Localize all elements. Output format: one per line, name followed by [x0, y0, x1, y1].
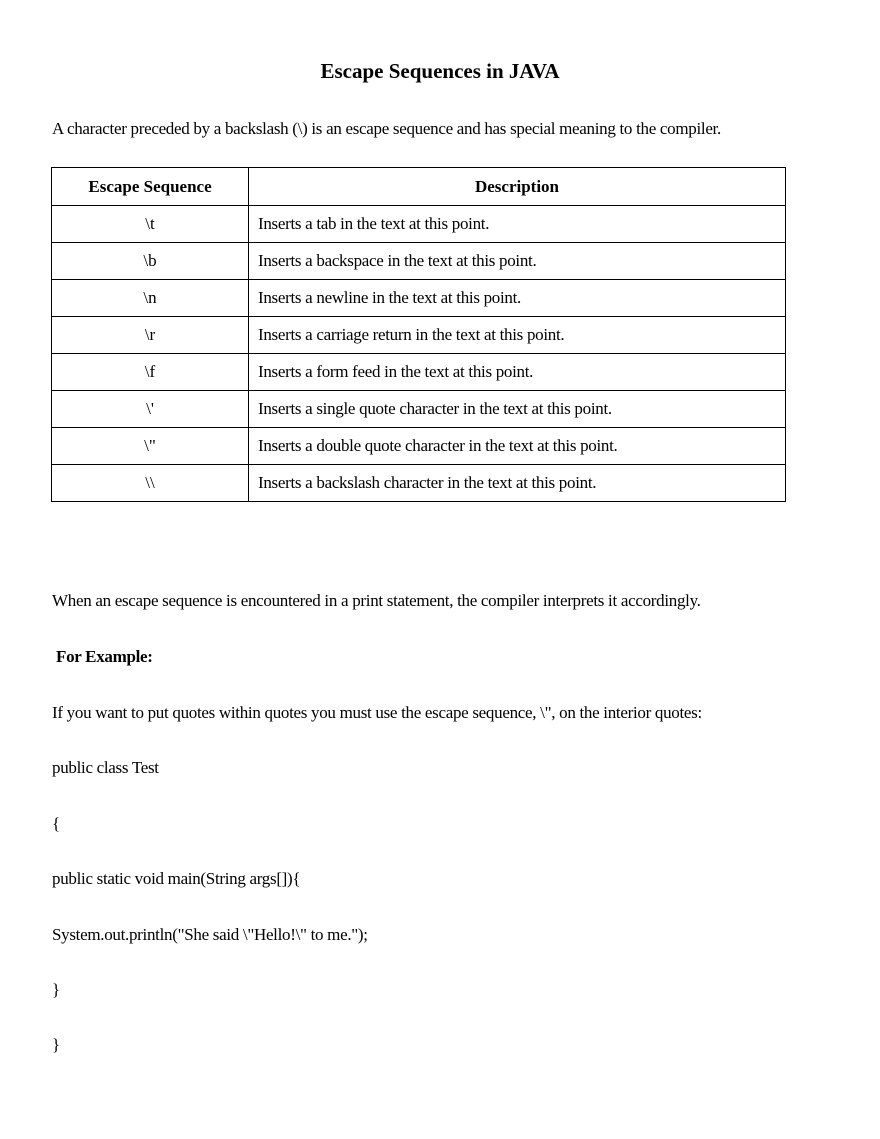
code-line: public class Test: [52, 758, 159, 777]
intro-paragraph: A character preceded by a backslash (\) is an escape sequence and has special meaning to the compiler.: [52, 119, 721, 138]
escape-sequence-cell: \f: [52, 354, 249, 391]
table-header-row: [52, 168, 786, 206]
escape-sequence-cell: \n: [52, 280, 249, 317]
table-row: [52, 354, 786, 391]
description-cell: Inserts a double quote character in the text at this point.: [249, 428, 786, 465]
description-cell: Inserts a single quote character in the text at this point.: [249, 391, 786, 428]
table-row: [52, 391, 786, 428]
description-cell: Inserts a form feed in the text at this point.: [249, 354, 786, 391]
code-line: public static void main(String args[]){: [52, 869, 301, 888]
description-cell: Inserts a newline in the text at this point.: [249, 280, 786, 317]
code-line: }: [52, 1035, 60, 1054]
description-cell: Inserts a tab in the text at this point.: [249, 206, 786, 243]
escape-sequence-cell: \t: [52, 206, 249, 243]
table-row: [52, 243, 786, 280]
description-cell: Inserts a carriage return in the text at this point.: [249, 317, 786, 354]
example-heading: For Example:: [56, 647, 153, 666]
escape-sequence-cell: \b: [52, 243, 249, 280]
description-cell: Inserts a backspace in the text at this point.: [249, 243, 786, 280]
code-line: {: [52, 814, 60, 833]
table-row: [52, 280, 786, 317]
escape-sequence-cell: \r: [52, 317, 249, 354]
escape-sequence-cell: \": [52, 428, 249, 465]
escape-sequence-cell: \': [52, 391, 249, 428]
table-row: [52, 206, 786, 243]
quotes-paragraph: If you want to put quotes within quotes you must use the escape sequence, \", on the interior quotes:: [52, 703, 702, 722]
column-header-escape-sequence: Escape Sequence: [52, 168, 249, 206]
escape-sequence-table: [51, 167, 786, 502]
page-title: Escape Sequences in JAVA: [320, 59, 560, 83]
table-row: [52, 428, 786, 465]
code-line: System.out.println("She said \"Hello!\" to me.");: [52, 925, 368, 944]
escape-sequence-cell: \\: [52, 465, 249, 502]
interpretation-paragraph: When an escape sequence is encountered in a print statement, the compiler interprets it accordingly.: [52, 591, 701, 610]
description-cell: Inserts a backslash character in the text at this point.: [249, 465, 786, 502]
code-line: }: [52, 980, 60, 999]
table-row: [52, 465, 786, 502]
column-header-description: Description: [249, 168, 786, 206]
table-row: [52, 317, 786, 354]
